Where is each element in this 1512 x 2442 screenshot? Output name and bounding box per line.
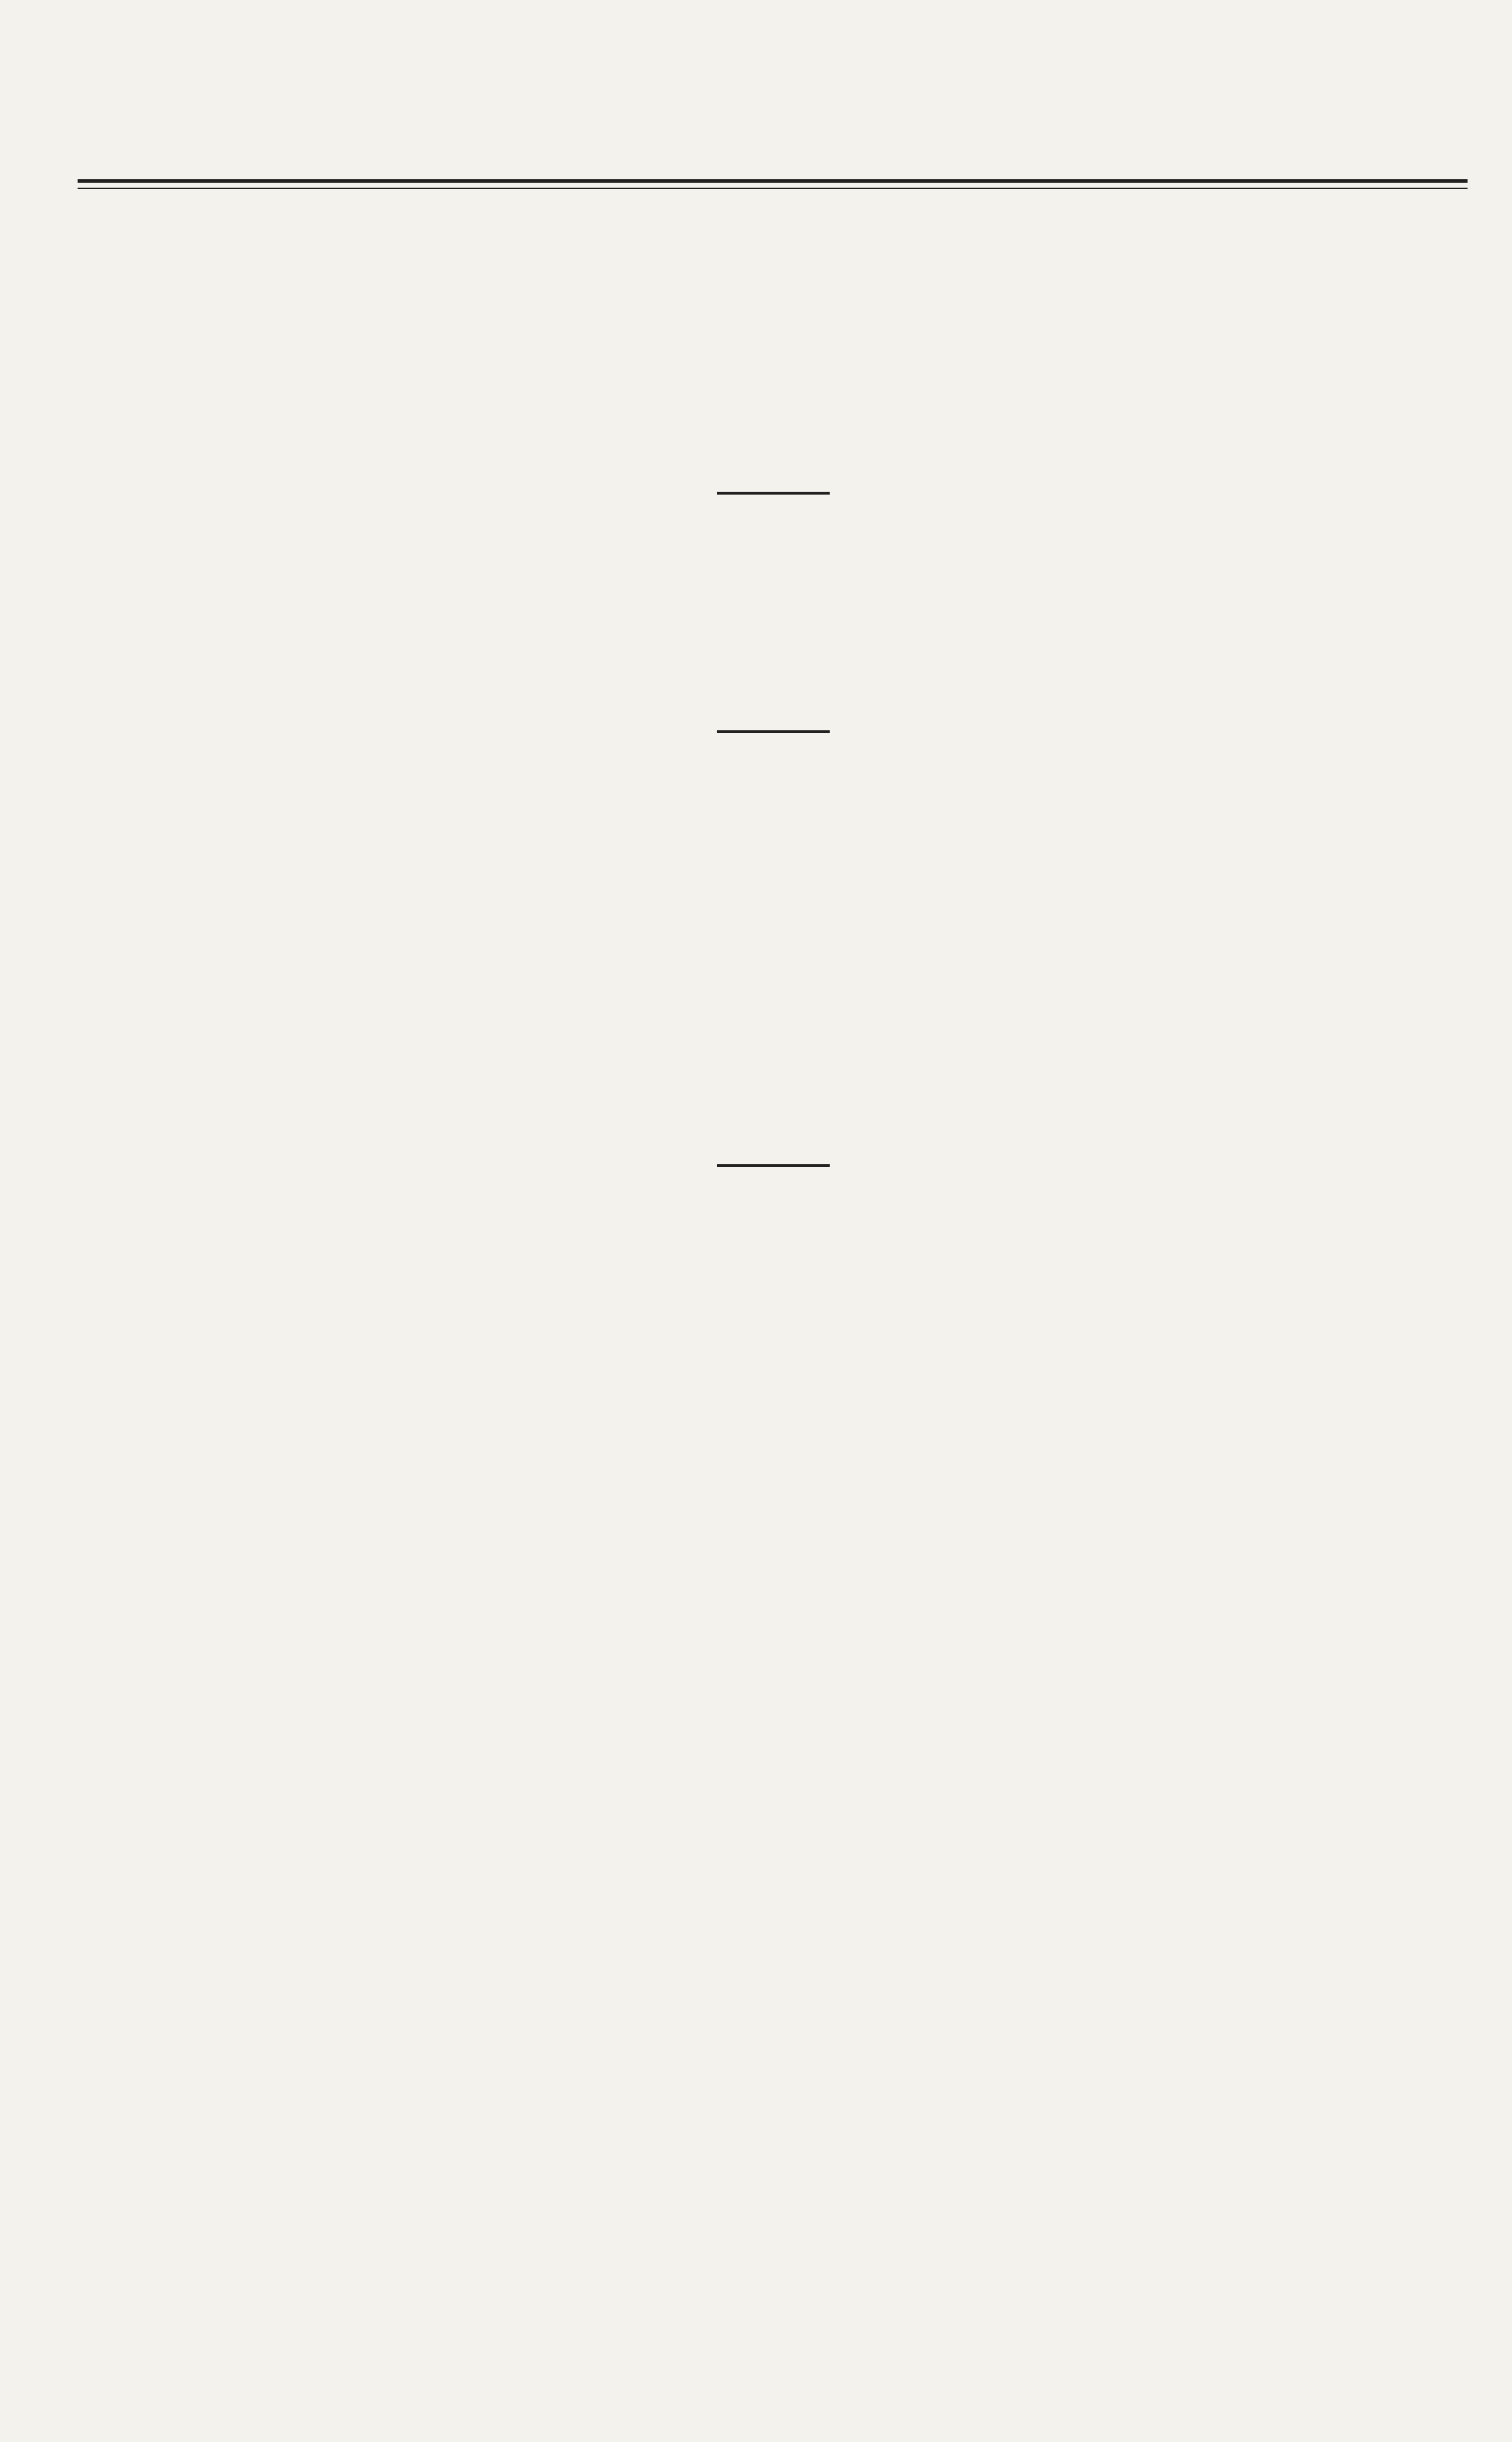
section-separator [717, 1164, 830, 1167]
section-separator [717, 730, 830, 733]
header-rule-thin [78, 188, 1468, 189]
header-rule-thick [78, 179, 1468, 183]
section-separator [717, 492, 830, 495]
